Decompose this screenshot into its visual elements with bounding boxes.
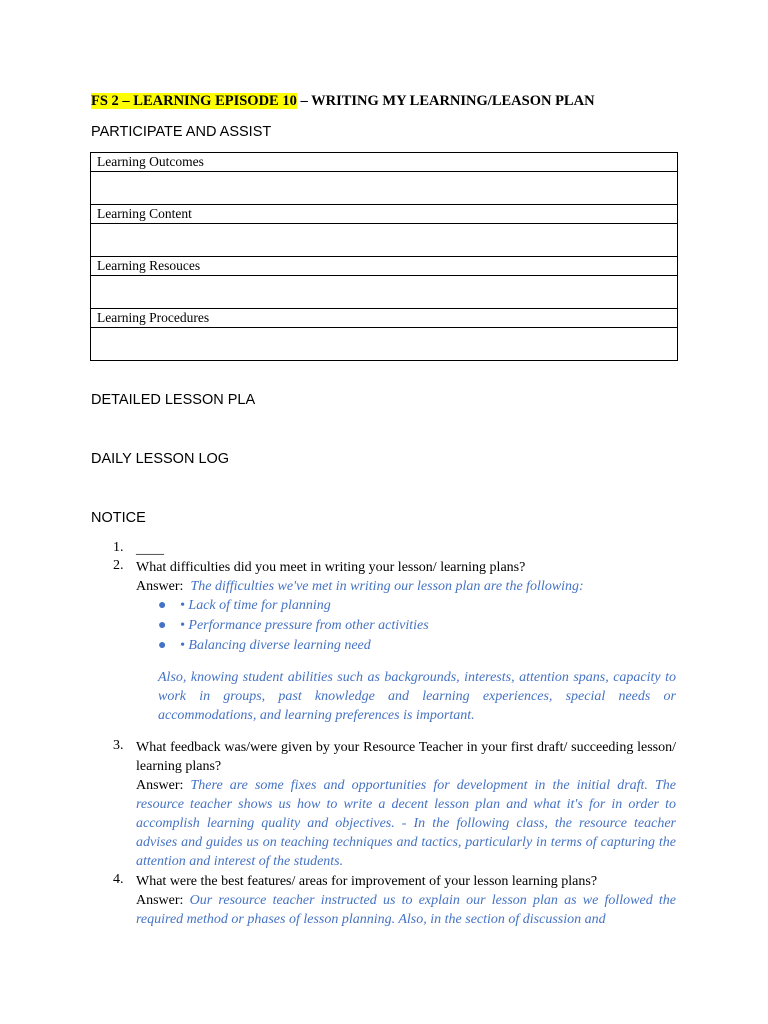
- table-row-label: Learning Resouces: [91, 257, 678, 276]
- item-number: 4.: [113, 872, 124, 887]
- title-highlight: FS 2 – LEARNING EPISODE 10: [91, 93, 297, 109]
- section-participate: PARTICIPATE AND ASSIST: [91, 124, 272, 140]
- item-number: 3.: [113, 738, 124, 753]
- bullet-dot-icon: ●: [158, 638, 167, 653]
- table-row-blank: [91, 224, 678, 257]
- title-rest: – WRITING MY LEARNING/LEASON PLAN: [296, 93, 595, 109]
- bullet-text: • Performance pressure from other activities: [180, 618, 429, 633]
- page-title: [91, 93, 595, 110]
- bullet-dot-icon: ●: [158, 598, 167, 613]
- bullet-text: • Lack of time for planning: [180, 598, 331, 613]
- lesson-plan-table: [90, 152, 678, 361]
- item-blank: ____: [136, 542, 164, 557]
- answer-label: Answer:: [136, 893, 184, 908]
- answer-3-block: [136, 776, 676, 871]
- bullet-text: • Balancing diverse learning need: [180, 638, 371, 653]
- section-daily: DAILY LESSON LOG: [91, 451, 230, 467]
- section-detailed: DETAILED LESSON PLA: [91, 392, 256, 408]
- table-row-blank: [91, 276, 678, 309]
- section-notice: NOTICE: [91, 510, 146, 526]
- table-row-blank: [91, 328, 678, 361]
- answer-2-intro-line: [136, 577, 584, 596]
- table-row-label: Learning Procedures: [91, 309, 678, 328]
- answer-3: There are some fixes and opportunities for development in the initial draft. The resource teacher shows us how to write a decent lesson plan and what it's for in order to accomplish learning quality and objectives. - In the following class, the resource teacher advises and guides us on teaching techniques and tactics, particularly in terms of capturing the attention and interest of the students.: [136, 778, 677, 869]
- answer-label: Answer:: [136, 778, 184, 793]
- question-4: What were the best features/ areas for improvement of your lesson learning plans?: [136, 874, 598, 889]
- answer-label: Answer:: [136, 579, 184, 594]
- table-row-blank: [91, 172, 678, 205]
- item-number: 1.: [113, 540, 124, 555]
- question-2: What difficulties did you meet in writing your lesson/ learning plans?: [136, 560, 526, 575]
- answer-2-intro: The difficulties we've met in writing our lesson plan are the following:: [190, 579, 584, 594]
- answer-2-paragraph: Also, knowing student abilities such as backgrounds, interests, attention spans, capacity to work in groups, past knowledge and learning experiences, special needs or accommodations, and learning preferences is important.: [158, 670, 676, 723]
- table-row-label: Learning Content: [91, 205, 678, 224]
- bullet-dot-icon: ●: [158, 618, 167, 633]
- table-row-label: Learning Outcomes: [91, 153, 678, 172]
- question-3: What feedback was/were given by your Resource Teacher in your first draft/ succeeding lesson/ learning plans?: [136, 740, 676, 774]
- item-number: 2.: [113, 558, 124, 573]
- answer-4: Our resource teacher instructed us to explain our lesson plan as we followed the required method or phases of lesson planning. Also, in the section of discussion and: [136, 893, 677, 927]
- answer-4-block: [136, 891, 676, 929]
